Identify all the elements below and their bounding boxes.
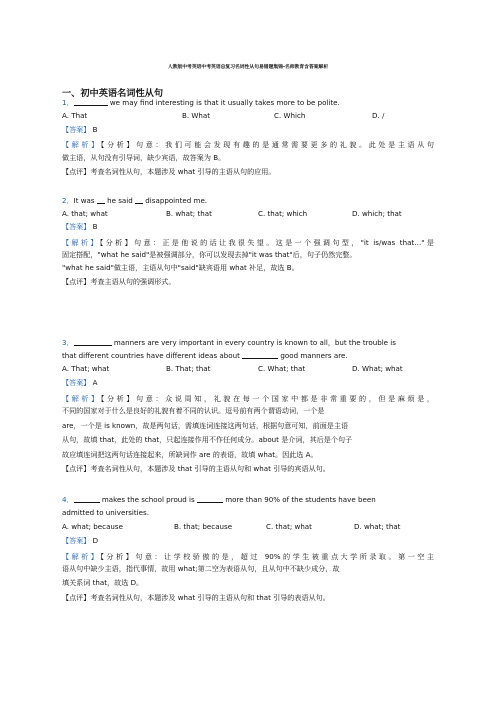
- option-c: C. Which: [274, 111, 306, 120]
- question-4-analysis-line-2: 语从句中缺少主语，指代事情，故用 what;第二空为表语从句，且从句中不缺少成分，故: [62, 564, 340, 573]
- option-a: A. what; because: [62, 522, 123, 531]
- answer-value: B: [92, 125, 98, 134]
- question-2-stem: [62, 196, 207, 206]
- analysis-label: 【解析】: [62, 140, 101, 149]
- question-1-analysis-line-2: 做主语，从句没有引导词，缺少宾语，故答案为 B。: [62, 153, 226, 162]
- option-d: D. /: [372, 111, 385, 120]
- answer-label: 【答案】: [62, 378, 91, 387]
- question-3-analysis-line-3: are，一个是 is known，故是两句话，需填连词连接这两句话，根据句意可知，前面是主语: [62, 421, 349, 430]
- analysis-text: 【分析】句意：我们可能会发现有趣的是通常需要更多的礼貌。此处是主语从句: [100, 140, 435, 149]
- answer-blank: [74, 495, 100, 503]
- question-4-stem-line-1: [62, 495, 376, 505]
- question-4-answer: [62, 536, 98, 546]
- answer-blank: [197, 495, 223, 503]
- question-text: manners are very important in every country is known to all，but the trouble is: [111, 338, 396, 347]
- question-4-stem-line-2: admitted to universities.: [62, 508, 149, 517]
- analysis-label: 【解析】: [62, 394, 101, 403]
- question-2-analysis-line-3: "what he said"做主语，主语从句中"said"缺宾语用 what 补足，故选 B。: [62, 263, 299, 272]
- question-number: 1．: [62, 98, 74, 107]
- question-4-analysis-line-3: 填关系词 that，故选 D。: [62, 578, 144, 587]
- option-c: C. that; what: [266, 522, 312, 531]
- question-3-analysis-line-5: 故应填连词把这两句话连接起来，所缺词作 are 的表语，故填 what。因此选 A。: [62, 450, 318, 459]
- question-3-stem-line-1: [62, 338, 396, 348]
- question-text: good manners are.: [278, 351, 348, 360]
- answer-value: B: [92, 222, 98, 231]
- answer-blank: [97, 196, 105, 204]
- question-text: that different countries have different ideas about: [62, 351, 243, 360]
- answer-blank: [74, 338, 112, 346]
- question-1-analysis-line-1: [62, 138, 434, 151]
- analysis-text: 【分析】句意：众说周知，礼貌在每一个国家中都是非常重要的，但是麻烦是，: [100, 394, 435, 403]
- question-text: he said: [107, 196, 133, 205]
- analysis-text: 【分析】句意：让学校骄傲的是，超过 90%的学生被重点大学所录取。第一空主: [100, 552, 434, 561]
- question-1-comment: 【点评】考查名词性从句，本题涉及 what 引导的主语从句的应用。: [62, 167, 276, 176]
- question-3-answer: [62, 378, 98, 388]
- option-b: B. what; that: [166, 209, 212, 218]
- analysis-label: 【解析】: [62, 552, 101, 561]
- option-b: B. What: [182, 111, 211, 120]
- answer-label: 【答案】: [62, 222, 91, 231]
- document-title: 人教版中考英语中考英语总复习名词性从句易错题集锦-名师教育含答案解析: [167, 65, 329, 70]
- option-b: B. that; because: [174, 522, 233, 531]
- option-b: B. That; that: [166, 364, 211, 373]
- analysis-label: 【解析】: [62, 238, 100, 247]
- answer-blank: [135, 196, 143, 204]
- question-4-analysis-line-1: [62, 550, 434, 563]
- option-a: A. That; what: [62, 364, 110, 373]
- option-a: A. That: [62, 111, 88, 120]
- question-text: It was: [73, 196, 95, 205]
- question-1-stem: [62, 98, 340, 108]
- option-a: A. that; what: [62, 209, 108, 218]
- question-2-analysis-line-1: [62, 236, 434, 249]
- answer-label: 【答案】: [62, 536, 91, 545]
- question-number: 3．: [62, 338, 74, 347]
- option-d: D. What; what: [352, 364, 403, 373]
- question-3-analysis-line-1: [62, 392, 434, 405]
- question-2-analysis-line-2: 固定搭配，"what he said"是被强调部分，你可以发现去掉"it was that"后，句子仍然完整。: [62, 250, 357, 259]
- question-2-answer: [62, 222, 98, 232]
- analysis-text: 【分析】句意：正是他说的话让我很失望。这是一个强调句型，"it is/was that…"是: [99, 238, 435, 247]
- question-text: more than 90% of the students have been: [222, 495, 376, 504]
- question-number: 2．: [62, 196, 74, 205]
- answer-value: D: [92, 536, 99, 545]
- option-c: C. that; which: [258, 209, 308, 218]
- question-1-answer: [62, 125, 98, 135]
- option-c: C. What; that: [258, 364, 306, 373]
- section-heading: 一、初中英语名词性从句: [62, 88, 164, 99]
- question-3-analysis-line-4: 从句，故填 that，此处的 that，只起连接作用不作任何成分。about 是介词，其后是个句子: [62, 435, 353, 444]
- question-3-analysis-line-2: 不同的国家对于什么是良好的礼貌有着不同的认识。逗号前有两个谓语动词，一个是: [62, 406, 325, 415]
- question-text: disappointed me.: [145, 196, 208, 205]
- question-4-comment: 【点评】考查名词性从句，本题涉及 what 引导的主语从句和 that 引导的表语从句。: [62, 593, 330, 602]
- question-text: makes the school proud is: [99, 495, 197, 504]
- question-2-comment: 【点评】考查主语从句的强调形式。: [62, 277, 176, 286]
- option-d: D. which; that: [352, 209, 402, 218]
- answer-blank: [242, 351, 278, 359]
- question-3-comment: 【点评】考查名词性从句，本题涉及 that 引导的主语从句和 what 引导的宾语从句。: [62, 464, 330, 473]
- question-number: 4．: [62, 495, 74, 504]
- answer-label: 【答案】: [62, 125, 91, 134]
- answer-value: A: [92, 378, 98, 387]
- question-3-stem-line-2: [62, 351, 348, 361]
- question-text: we may find interesting is that it usually takes more to be polite.: [107, 98, 340, 107]
- answer-blank: [74, 98, 108, 106]
- option-d: D. what; that: [354, 522, 401, 531]
